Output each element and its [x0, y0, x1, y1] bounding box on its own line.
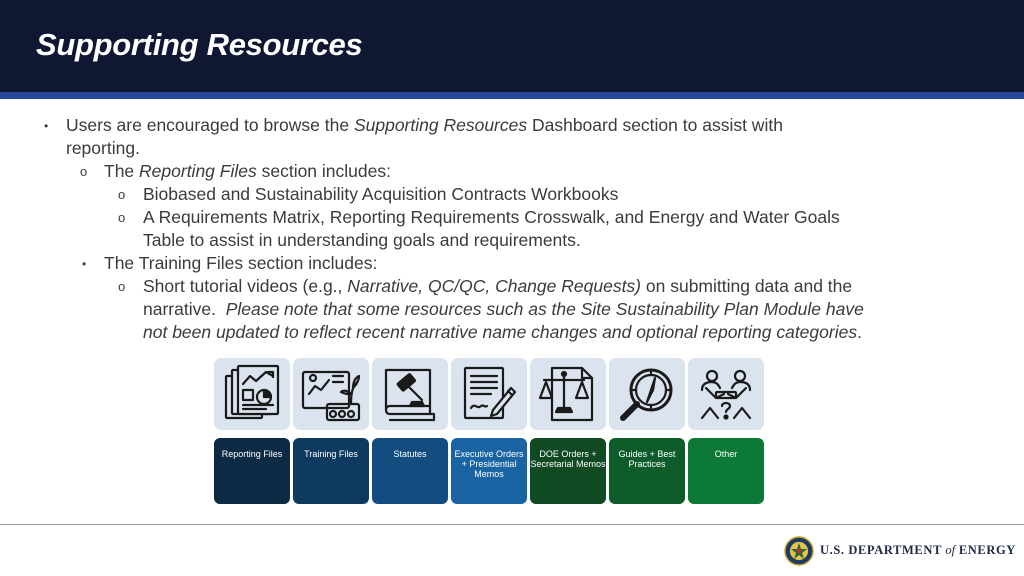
- reporting-item-matrix-continued: Table to assist in understanding goals and requirements.: [143, 230, 581, 250]
- other-icon: [696, 364, 756, 424]
- training-text-emphasis: Narrative, QC/QC, Change Requests): [347, 276, 642, 296]
- sub-bullet-circle: o: [118, 187, 126, 202]
- training-files-icon: [301, 364, 361, 424]
- reporting-text-emphasis: Reporting Files: [139, 161, 257, 181]
- executive-orders-label: Executive Orders + Presidential Memos: [454, 449, 524, 479]
- doe-orders-icon: [538, 364, 598, 424]
- doe-orders-label-tile[interactable]: [530, 438, 606, 504]
- training-files-label-tile[interactable]: [293, 438, 369, 504]
- training-note-end: .: [857, 322, 862, 342]
- guides-icon: [617, 364, 677, 424]
- header-stripe: [0, 92, 1024, 99]
- training-files-text: The Training Files section includes:: [104, 253, 378, 273]
- reporting-item-workbooks: Biobased and Sustainability Acquisition Contracts Workbooks: [143, 184, 619, 204]
- statutes-tile[interactable]: [372, 358, 448, 430]
- doe-wordmark-of: of: [945, 543, 956, 557]
- intro-text-continued: reporting.: [66, 138, 140, 158]
- training-text-a: Short tutorial videos (e.g.,: [143, 276, 348, 296]
- sub-bullet-circle: o: [118, 279, 126, 294]
- sub-bullet-circle: o: [118, 210, 126, 225]
- reporting-files-label-tile[interactable]: [214, 438, 290, 504]
- other-label-tile[interactable]: [688, 438, 764, 504]
- intro-text-emphasis: Supporting Resources: [353, 115, 528, 135]
- training-files-tile[interactable]: [293, 358, 369, 430]
- guides-label: Guides + Best Practices: [618, 449, 676, 469]
- reporting-files-icon: [222, 364, 282, 424]
- doe-wordmark-a: U.S. DEPARTMENT: [820, 543, 946, 557]
- doe-orders-tile[interactable]: [530, 358, 606, 430]
- training-files-label: Training Files: [304, 449, 358, 459]
- reporting-text-b: section includes:: [256, 161, 391, 181]
- doe-seal-icon: [784, 536, 814, 566]
- intro-text-b: Dashboard section to assist with: [527, 115, 783, 135]
- other-tile[interactable]: [688, 358, 764, 430]
- guides-label-tile[interactable]: [609, 438, 685, 504]
- reporting-files-text: [104, 160, 391, 182]
- training-item-videos-continued: [143, 298, 864, 320]
- training-note-a: Please note that some resources such as the Site Sustainability Plan Module have: [225, 299, 864, 319]
- statutes-icon: [380, 364, 440, 424]
- guides-tile[interactable]: [609, 358, 685, 430]
- intro-text: [66, 114, 783, 136]
- page-title: Supporting Resources: [36, 27, 363, 62]
- intro-text-a: Users are encouraged to browse the: [66, 115, 354, 135]
- bullet-dot: •: [82, 257, 87, 271]
- sub-bullet-circle: o: [80, 164, 88, 179]
- training-text-b: on submitting data and the: [641, 276, 853, 296]
- header-bar: [0, 0, 1024, 92]
- footer-divider: [0, 524, 1024, 525]
- training-item-videos: [143, 275, 852, 297]
- training-note-continued: [143, 321, 862, 343]
- statutes-label: Statutes: [393, 449, 427, 459]
- bullet-dot: •: [44, 119, 49, 133]
- executive-orders-label-tile[interactable]: [451, 438, 527, 504]
- reporting-text-a: The: [104, 161, 140, 181]
- reporting-files-label: Reporting Files: [221, 449, 283, 459]
- doe-wordmark-b: ENERGY: [955, 543, 1016, 557]
- reporting-item-matrix: A Requirements Matrix, Reporting Requirements Crosswalk, and Energy and Water Goals: [143, 207, 840, 227]
- doe-orders-label: DOE Orders + Secretarial Memos: [530, 449, 606, 469]
- executive-orders-icon: [459, 364, 519, 424]
- training-text-c: narrative.: [143, 299, 226, 319]
- doe-wordmark: [820, 543, 1016, 558]
- training-note-b: not been updated to reflect recent narrative name changes and optional reporting categories: [143, 322, 858, 342]
- statutes-label-tile[interactable]: [372, 438, 448, 504]
- other-label: Other: [714, 449, 738, 459]
- reporting-files-tile[interactable]: [214, 358, 290, 430]
- executive-orders-tile[interactable]: [451, 358, 527, 430]
